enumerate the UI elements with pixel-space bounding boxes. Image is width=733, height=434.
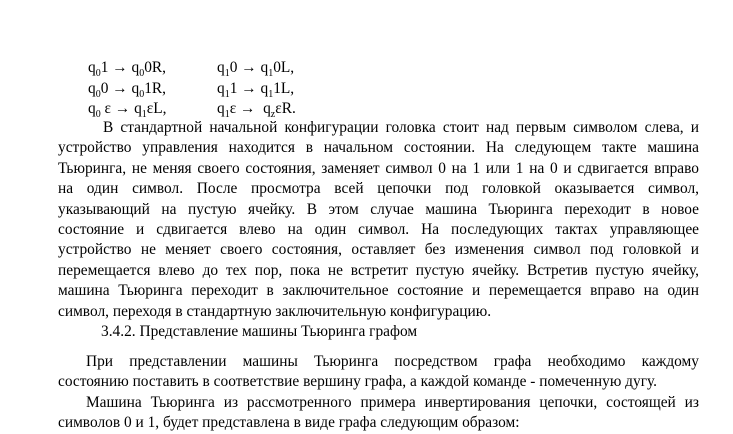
paragraph-line bbox=[58, 118, 699, 138]
rule-row bbox=[88, 79, 348, 100]
rule-right: $q_1\varepsilon \to q_z\varepsilon R$. bbox=[217, 100, 296, 121]
rule-right: $q_11 \to q_11L$, bbox=[217, 79, 295, 100]
transition-rules bbox=[88, 58, 348, 120]
paragraph-line: устройство управления находится в начальном состоянии. На следующем такте машина bbox=[58, 139, 699, 157]
paragraph-line: символов 0 и 1, будет представлена в виде графа следующим образом: bbox=[58, 414, 520, 432]
paragraph-line: на один символ. После просмотра всей цепочки под головкой оказывается символ, bbox=[58, 180, 699, 198]
paragraph-line: машина Тьюринга переходит в заключительное состояние и перемещается вправо на один bbox=[58, 282, 699, 300]
rule-left: $q_00 \to q_01R$, bbox=[88, 79, 166, 100]
paragraph-line bbox=[58, 393, 699, 413]
rule-row bbox=[88, 99, 348, 120]
rule-left: $q_0$ $\varepsilon \to q_1\varepsilon L$, bbox=[88, 100, 167, 121]
paragraph-line-text: Машина Тьюринга из рассмотренного примера инвертирования цепочки, состоящей из bbox=[86, 394, 699, 411]
paragraph-line: перемещается влево до тех пор, пока не встретит пустую ячейку. Встретив пустую ячейку, bbox=[58, 261, 699, 279]
paragraph-line: символ, переходя в стандартную заключительную конфигурацию. bbox=[58, 302, 492, 320]
paragraph-line: Тьюринга, не меняя своего состояния, заменяет символ 0 на 1 или 1 на 0 и сдвигается вправо bbox=[58, 159, 699, 177]
paragraph-line: состоянию поставить в соответствие вершину графа, а каждой команде - помеченную дугу. bbox=[58, 373, 658, 391]
paragraph-line bbox=[58, 352, 699, 372]
paragraph-line-text: В стандартной начальной конфигурации головка стоит над первым символом слева, и bbox=[103, 119, 699, 136]
paragraph-inversion-example bbox=[58, 393, 699, 434]
section-heading: 3.4.2. Представление машины Тьюринга графом bbox=[101, 323, 418, 340]
rule-right: $q_10 \to q_10L$, bbox=[217, 59, 295, 80]
rule-left: $q_01 \to q_00R$, bbox=[88, 59, 166, 80]
paragraph-graph-representation bbox=[58, 352, 699, 393]
paragraph-line: указывающий на пустую ячейку. В этом случае машина Тьюринга переходит в новое bbox=[58, 200, 699, 218]
rule-row bbox=[88, 58, 348, 79]
paragraph-line: состояние и сдвигается влево на один символ. На последующих тактах управляющее bbox=[58, 221, 699, 239]
paragraph-initial-configuration bbox=[58, 118, 699, 322]
paragraph-line-text: При представлении машины Тьюринга посредством графа необходимо каждому bbox=[86, 353, 699, 370]
paragraph-line: устройство не меняет своего состояния, оставляет без изменения символ под головкой и bbox=[58, 241, 699, 259]
